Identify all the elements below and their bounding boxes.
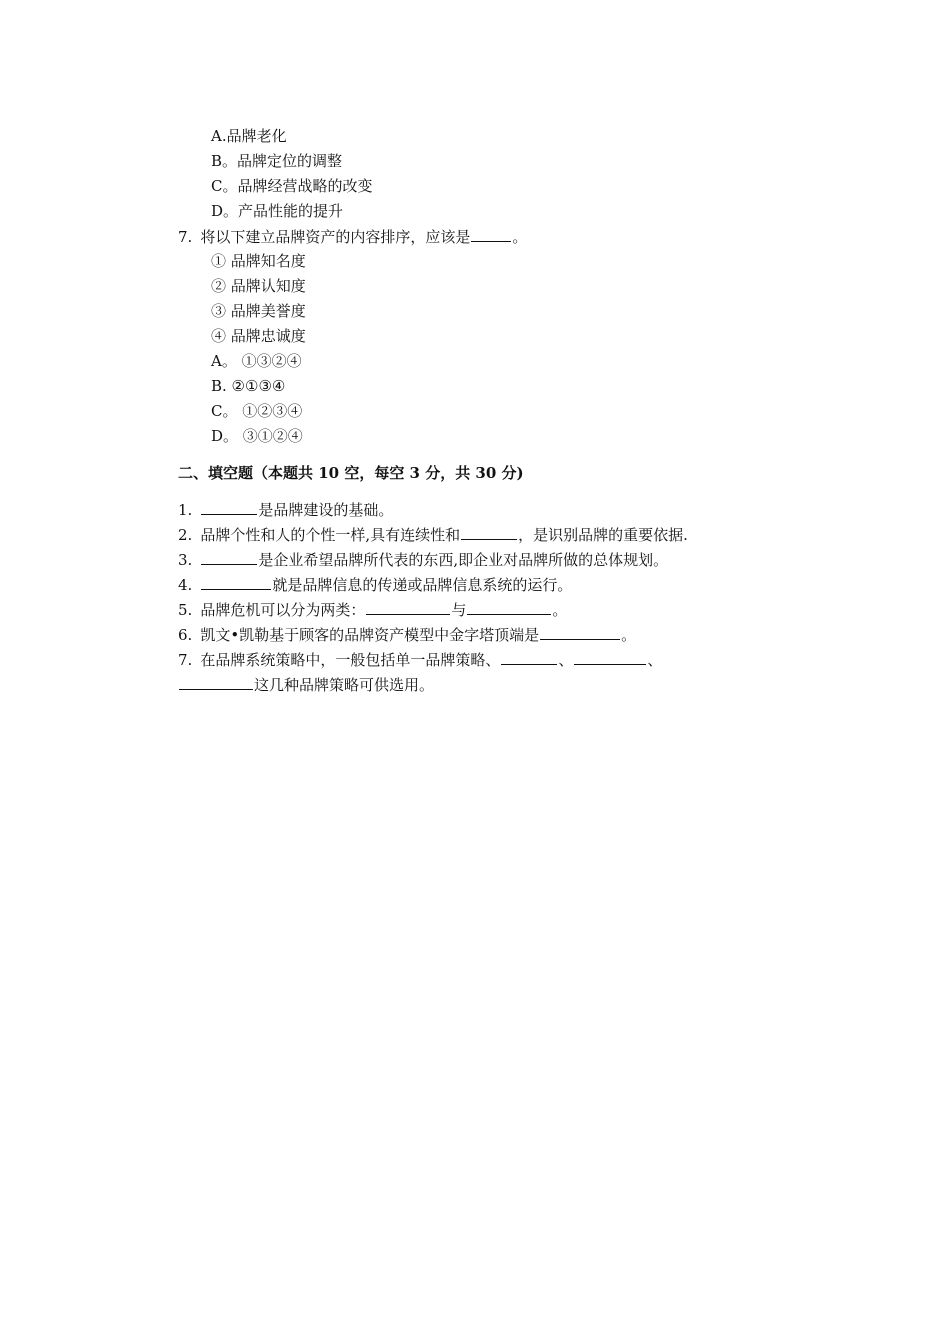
question-text: 是品牌建设的基础。 [258,501,394,519]
question-number: 2. [178,526,193,544]
question-text: 凯文•凯勒基于顾客的品牌资产模型中金字塔顶端是 [200,626,540,644]
question-number: 3. [178,551,193,569]
question-text: 就是品牌信息的传递或品牌信息系统的运行。 [272,576,573,594]
q7-option-d: D。 ③①②④ [211,427,303,445]
fill-question-4 [178,574,572,595]
q6-option-c: C。品牌经营战略的改变 [211,177,373,195]
fill-question-2 [178,524,688,545]
question-number: 6. [178,626,193,644]
question-text-end: ，是识别品牌的重要依据. [518,526,688,544]
question-text-end: 。 [621,626,637,644]
separator: 、 [647,651,663,669]
question-number: 7. [178,651,193,669]
answer-blank [471,226,511,242]
question-text: 是企业希望品牌所代表的东西,即企业对品牌所做的总体规划。 [258,551,669,569]
fill-question-6 [178,624,636,645]
question-text: 品牌个性和人的个性一样,具有连续性和 [200,526,461,544]
answer-blank [574,649,646,665]
question-text-end: 。 [552,601,568,619]
q7-item-2: ② 品牌认知度 [211,277,306,295]
answer-blank [201,574,271,590]
separator: 、 [558,651,574,669]
question-text-end: 。 [512,228,528,246]
fill-question-1 [178,499,393,520]
q7-option-a: A。 ①③②④ [211,352,302,370]
question-text-mid: 与 [451,601,467,619]
answer-blank [201,549,257,565]
fill-question-7 [178,649,662,670]
q7-item-4: ④ 品牌忠诚度 [211,327,306,345]
question-number: 4. [178,576,193,594]
q6-option-a: A.品牌老化 [211,127,287,145]
question-text: 这几种品牌策略可供选用。 [254,676,435,694]
answer-blank [201,499,257,515]
q7-question [178,226,527,247]
fill-question-3 [178,549,668,570]
question-text: 在品牌系统策略中，一般包括单一品牌策略、 [200,651,501,669]
fill-question-5 [178,599,567,620]
q6-option-b: B。品牌定位的调整 [211,152,343,170]
section-heading: 二、填空题（本题共 10 空，每空 3 分，共 30 分) [178,464,524,482]
answer-blank [461,524,517,540]
q7-option-c: C。 ①②③④ [211,402,303,420]
answer-blank [366,599,450,615]
question-text: 品牌危机可以分为两类： [200,601,366,619]
q7-option-b: B. ②①③④ [211,377,286,395]
fill-question-7-continued [178,674,434,695]
question-number: 7. [178,228,193,246]
q7-item-3: ③ 品牌美誉度 [211,302,306,320]
answer-blank [540,624,620,640]
answer-blank [467,599,551,615]
question-number: 5. [178,601,193,619]
answer-blank [501,649,557,665]
answer-blank [179,674,253,690]
question-text: 将以下建立品牌资产的内容排序，应该是 [200,228,471,246]
q6-option-d: D。产品性能的提升 [211,202,344,220]
question-number: 1. [178,501,193,519]
q7-item-1: ① 品牌知名度 [211,252,306,270]
